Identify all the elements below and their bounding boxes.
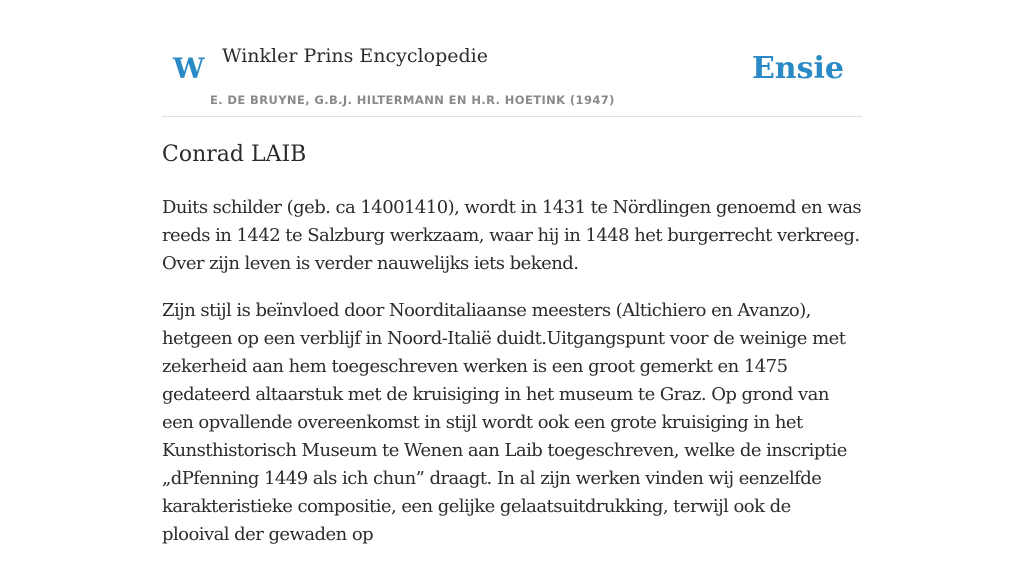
article-paragraph: Zijn stijl is beïnvloed door Noorditaliaanse meesters (Altichiero en Avanzo), hetgeen op een verblijf in Noord-Italië duidt.Uitgangspunt voor de weinige met zekerheid aan hem toegeschreven werken is een groot gemerkt en 1475 gedateerd altaarstuk met de kruisiging in het museum te Graz. Op grond van een opvallende overeenkomst in stijl wordt ook een grote kruisiging in het Kunsthistorisch Museum te Wenen aan Laib toegeschreven, welke de inscriptie „dPfenning 1449 als ich chun” draagt. In al zijn werken vinden wij eenzelfde karakteristieke compositie, een gelijke gelaatsuitdrukking, terwijl ook de plooival der gewaden op — [162, 300, 847, 545]
encyclopedia-logo[interactable]: W — [173, 52, 205, 85]
article-title: Conrad LAIB — [162, 142, 307, 167]
encyclopedia-authors: E. DE BRUYNE, G.B.J. HILTERMANN EN H.R. HOETINK (1947) — [210, 93, 615, 107]
site-header — [162, 0, 862, 117]
encyclopedia-title[interactable]: Winkler Prins Encyclopedie — [222, 45, 488, 67]
ensie-brand-link[interactable]: Ensie — [751, 51, 844, 86]
article — [162, 138, 862, 568]
article-paragraph: Duits schilder (geb. ca 14001410), wordt in 1431 te Nördlingen genoemd en was reeds in 1442 te Salzburg werkzaam, waar hij in 1448 het burgerrecht verkreeg. Over zijn leven is verder nauwelijks iets bekend. — [162, 197, 862, 274]
